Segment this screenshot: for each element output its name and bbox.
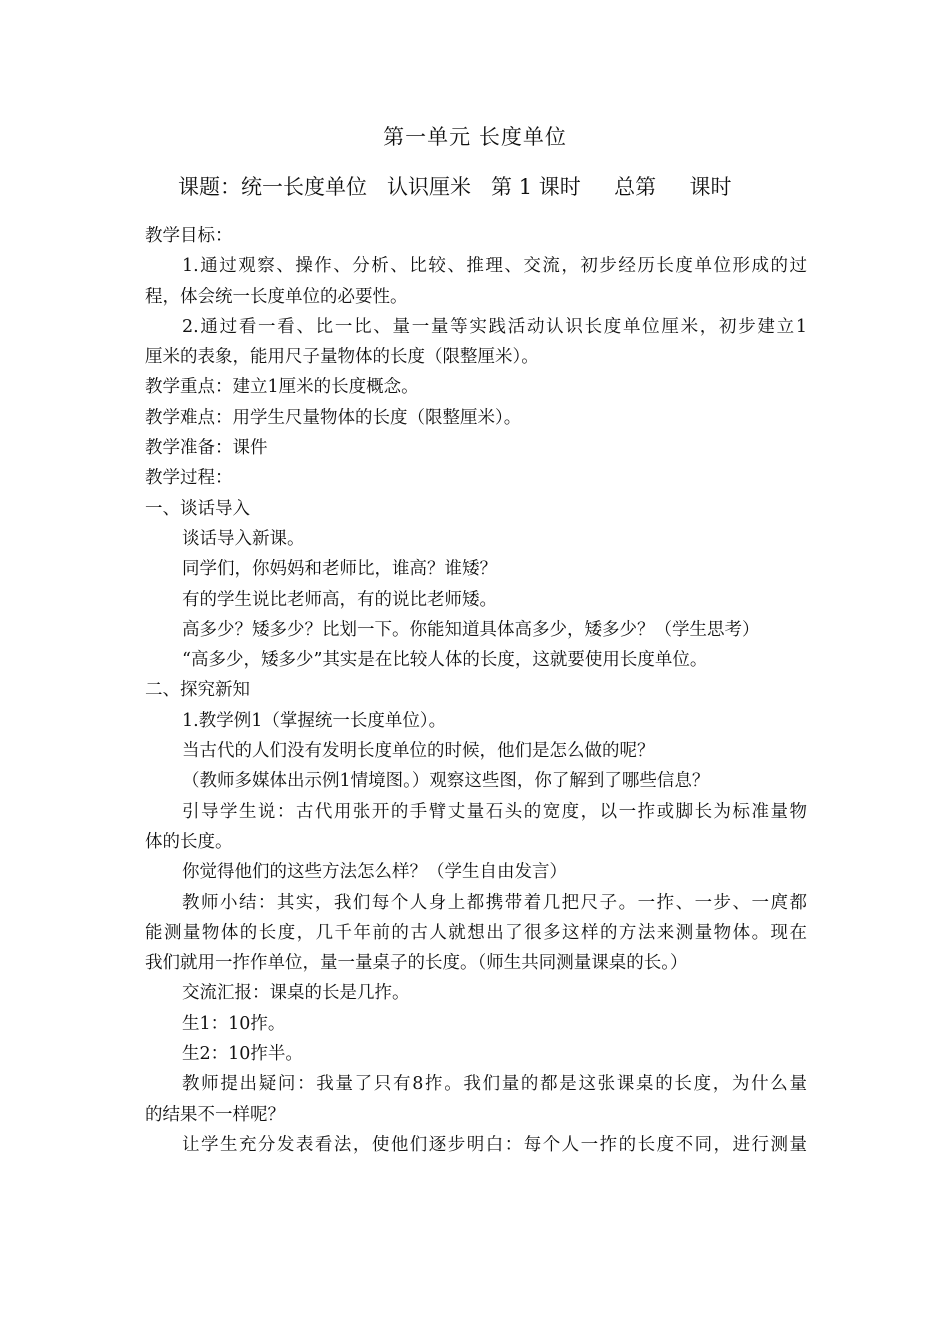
text-line: 教学过程： [145,468,233,489]
text-line: 生1：10拃。 [182,1013,286,1034]
text-line: 1.通过观察、操作、分析、比较、推理、交流，初步经历长度单位形成的过 [182,256,807,277]
text-line: 交流汇报：课桌的长是几拃。 [182,983,410,1004]
text-line: 教学准备：课件 [145,438,268,459]
text-line: 教师提出疑问：我量了只有8拃。我们量的都是这张课桌的长度，为什么量 [182,1074,807,1095]
text-line: 同学们，你妈妈和老师比，谁高？谁矮？ [182,559,497,580]
text-line: “高多少，矮多少”其实是在比较人体的长度，这就要使用长度单位。 [182,650,708,671]
text-line: 教师小结：其实，我们每个人身上都携带着几把尺子。一拃、一步、一庹都 [182,892,807,913]
text-line: 你觉得他们的这些方法怎么样？（学生自由发言） [182,862,567,883]
lesson-subtitle: 课题：统一长度单位 认识厘米 第 1 课时 总第 课时 [178,175,732,199]
text-line: 二、探究新知 [145,680,250,701]
document-body [145,221,807,1160]
text-line: 能测量物体的长度，几千年前的古人就想出了很多这样的方法来测量物体。现在 [145,922,807,943]
text-line: 谈话导入新课。 [182,528,305,549]
text-line: 2.通过看一看、比一比、量一量等实践活动认识长度单位厘米，初步建立1 [182,316,807,337]
text-line: 的结果不一样呢？ [145,1104,285,1125]
text-line: 程，体会统一长度单位的必要性。 [145,286,408,307]
text-line: 1.教学例1（掌握统一长度单位）。 [182,710,447,731]
text-line: 生2：10拃半。 [182,1044,303,1065]
text-line: 我们就用一拃作单位，量一量桌子的长度。（师生共同测量课桌的长。） [145,953,688,974]
text-line: （教师多媒体出示例1情境图。）观察这些图，你了解到了哪些信息？ [182,771,710,792]
document-title: 第一单元 长度单位 [383,125,567,149]
text-line: 有的学生说比老师高，有的说比老师矮。 [182,589,497,610]
text-line: 教学难点：用学生尺量物体的长度（限整厘米）。 [145,407,522,428]
text-line: 高多少？矮多少？比划一下。你能知道具体高多少，矮多少？（学生思考） [182,619,760,640]
text-line: 教学重点：建立1厘米的长度概念。 [145,377,419,398]
text-line: 体的长度。 [145,831,233,852]
text-line: 让学生充分发表看法，使他们逐步明白：每个人一拃的长度不同，进行测量 [182,1134,807,1155]
text-line: 厘米的表象，能用尺子量物体的长度（限整厘米）。 [145,347,539,368]
text-line: 当古代的人们没有发明长度单位的时候，他们是怎么做的呢？ [182,741,655,762]
text-line: 引导学生说：古代用张开的手臂丈量石头的宽度，以一拃或脚长为标准量物 [182,801,807,822]
text-line: 一、谈话导入 [145,498,250,519]
text-line: 教学目标： [145,226,233,246]
